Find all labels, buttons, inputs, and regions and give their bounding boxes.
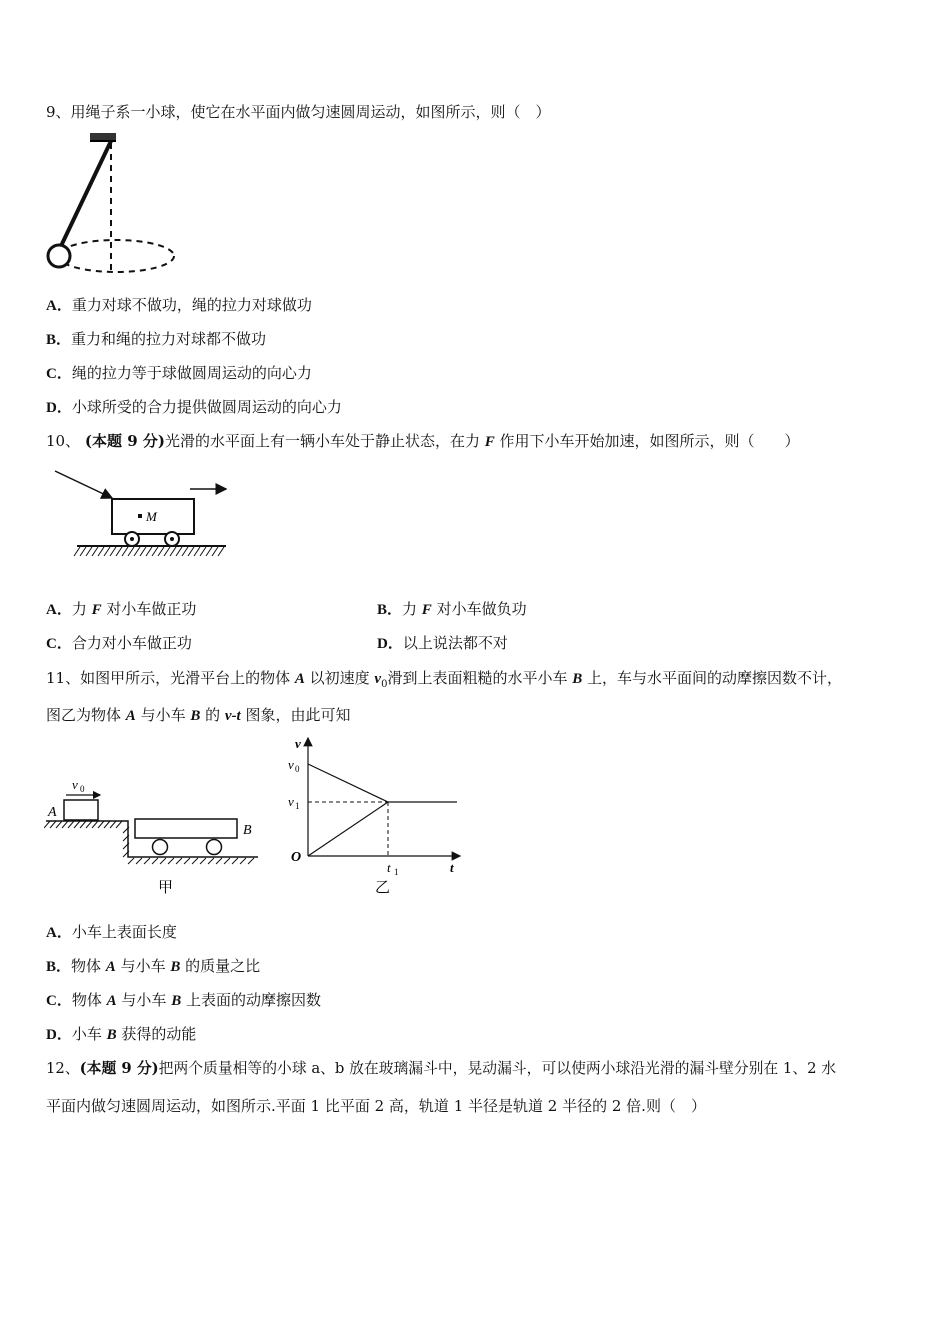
- force-arrow: [55, 471, 112, 498]
- q10-stem: 10、 (本题 9 分)光滑的水平面上有一辆小车处于静止状态，在力 F 作用下小车开始加速，如图所示，则（ ）: [46, 432, 800, 450]
- q11-option-a[interactable]: A．小车上表面长度: [46, 923, 177, 941]
- q12-stem-line1: 12、(本题 9 分)把两个质量相等的小球 a、b 放在玻璃漏斗中，晃动漏斗，可以使两小球沿光滑的漏斗壁分别在 1、2 水: [46, 1060, 837, 1077]
- q9-option-d[interactable]: D．小球所受的合力提供做圆周运动的向心力: [46, 398, 342, 416]
- svg-text:t: t: [387, 860, 391, 875]
- svg-text:t: t: [450, 860, 454, 875]
- q12-stem-line2: 平面内做匀速圆周运动，如图所示.平面 1 比平面 2 高，轨道 1 半径是轨道 2 半径的 2 倍.则（ ）: [46, 1097, 706, 1115]
- svg-text:0: 0: [295, 764, 300, 774]
- line-b: [308, 802, 388, 856]
- q10-cart-figure: [50, 468, 240, 568]
- q9-conical-pendulum-figure: [44, 128, 184, 278]
- q11-stem-line1: 11、如图甲所示，光滑平台上的物体 A 以初速度 $v_0$滑到上表面粗糙的水平小车 B 上，车与水平面间的动摩擦因数不计，: [46, 669, 843, 690]
- ground-hatching: [74, 547, 224, 556]
- q10-option-b[interactable]: B．力 F 对小车做负功: [377, 600, 527, 618]
- svg-text:v: v: [72, 777, 78, 792]
- q10-option-a[interactable]: A．力 F 对小车做正功: [46, 600, 197, 618]
- svg-text:0: 0: [80, 784, 85, 794]
- rope: [61, 141, 111, 246]
- q11-figure-jia: [44, 775, 264, 900]
- q11-option-d[interactable]: D．小车 B 获得的动能: [46, 1025, 197, 1043]
- block-a: [64, 800, 98, 820]
- q10-option-c[interactable]: C．合力对小车做正功: [46, 634, 192, 652]
- svg-text:B: B: [243, 823, 252, 838]
- svg-text:1: 1: [295, 801, 300, 811]
- q9-option-b[interactable]: B．重力和绳的拉力对球都不做功: [46, 330, 267, 348]
- svg-text:M: M: [146, 509, 157, 524]
- q9-option-c[interactable]: C．绳的拉力等于球做圆周运动的向心力: [46, 364, 312, 382]
- q11-option-c[interactable]: C．物体 A 与小车 B 上表面的动摩擦因数: [46, 991, 321, 1009]
- q10-option-d[interactable]: D．以上说法都不对: [377, 634, 508, 652]
- circular-path: [58, 240, 174, 272]
- svg-text:甲: 甲: [158, 880, 174, 896]
- q11-figure-yi-vt-graph: [280, 733, 470, 898]
- q9-stem: 9、用绳子系一小球，使它在水平面内做匀速圆周运动，如图所示，则（ ）: [46, 103, 551, 121]
- svg-text:O: O: [291, 850, 302, 865]
- svg-text:A: A: [48, 805, 57, 820]
- wheel-right: [207, 840, 222, 855]
- svg-text:v: v: [295, 736, 301, 751]
- svg-text:1: 1: [394, 867, 399, 877]
- svg-text:乙: 乙: [375, 880, 391, 896]
- cart-b: [135, 819, 237, 838]
- q11-option-b[interactable]: B．物体 A 与小车 B 的质量之比: [46, 957, 261, 975]
- ball: [48, 245, 70, 267]
- wheel-left: [153, 840, 168, 855]
- q11-stem-line2: 图乙为物体 A 与小车 B 的 v-t 图象，由此可知: [46, 706, 351, 724]
- svg-text:v: v: [288, 757, 294, 772]
- svg-text:v: v: [288, 794, 294, 809]
- q9-option-a[interactable]: A．重力对球不做功，绳的拉力对球做功: [46, 296, 312, 314]
- ceiling-support: [90, 133, 116, 140]
- line-a: [308, 764, 388, 802]
